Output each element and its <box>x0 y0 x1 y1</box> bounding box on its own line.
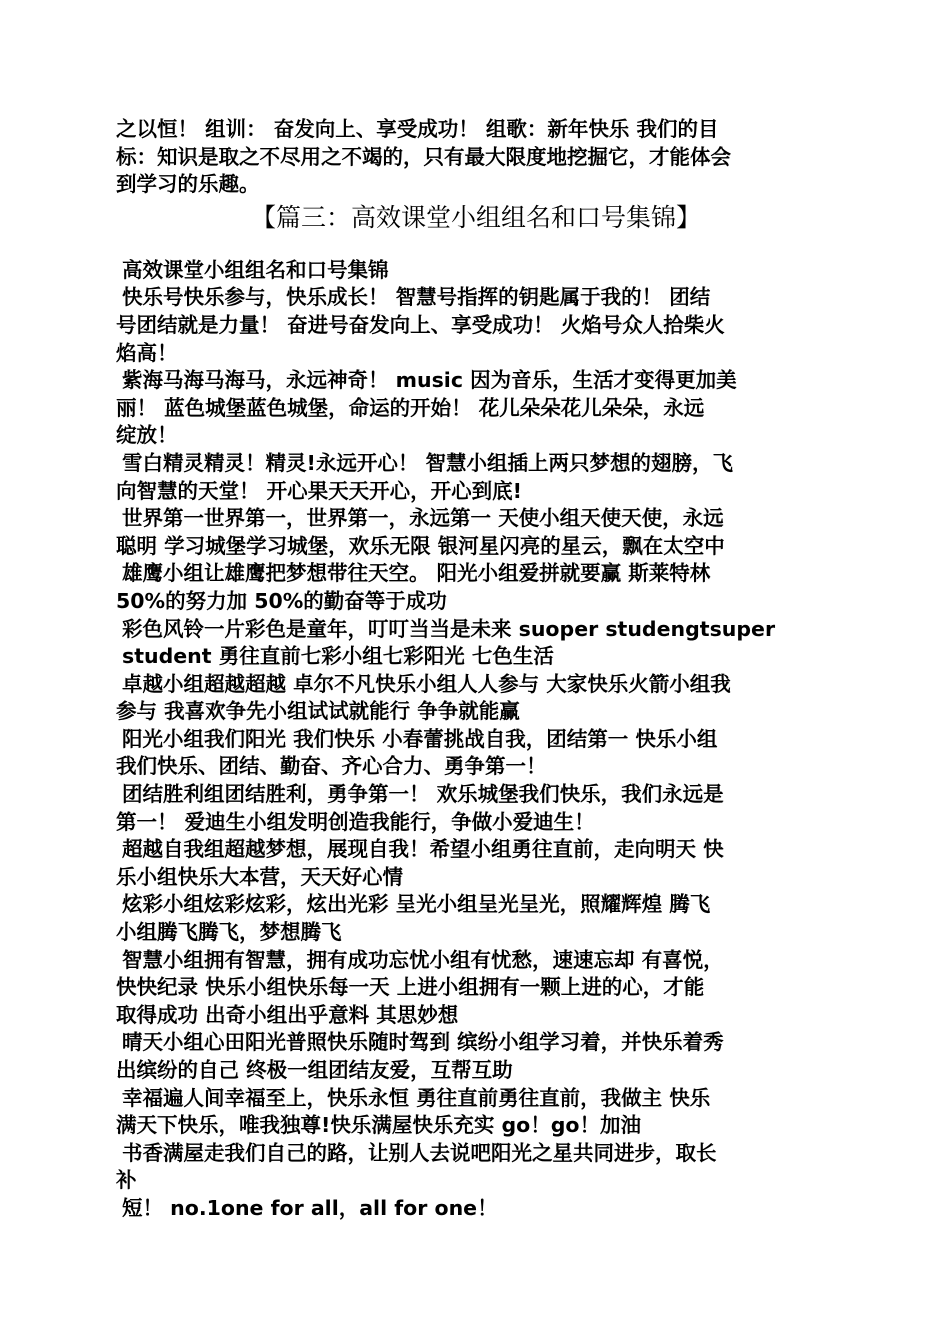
text-line: 阳光小组我们阳光 我们快乐 小春蕾挑战自我，团结第一 快乐小组 <box>122 726 718 751</box>
text-line: 取得成功 出奇小组出乎意料 其思妙想 <box>116 1002 459 1027</box>
text-line: 第一！ 爱迪生小组发明创造我能行，争做小爱迪生！ <box>116 809 595 834</box>
text-line: 团结胜利组团结胜利，勇争第一！ 欢乐城堡我们快乐，我们永远是 <box>122 782 724 807</box>
text-line: 丽！ 蓝色城堡蓝色城堡，命运的开始！ 花儿朵朵花儿朵朵，永远 <box>116 395 705 420</box>
body-text <box>116 257 836 1223</box>
text-line: 50%的努力加 50%的勤奋等于成功 <box>116 588 447 613</box>
text-line: 短！ no.1one for all，all for one！ <box>122 1195 498 1220</box>
text-line: 紫海马海马海马，永远神奇！ music 因为音乐，生活才变得更加美 <box>122 368 737 393</box>
document-page <box>116 116 836 1223</box>
text-line: 书香满屋走我们自己的路，让别人去说吧阳光之星共同进步，取长 <box>122 1140 717 1165</box>
text-line: 晴天小组心田阳光普照快乐随时驾到 缤纷小组学习着，并快乐着秀 <box>122 1030 724 1055</box>
text-line: 向智慧的天堂！ 开心果天天开心，开心到底! <box>116 478 522 503</box>
text-line: 世界第一世界第一，世界第一，永远第一 天使小组天使天使，永远 <box>122 506 724 531</box>
text-line: 幸福遍人间幸福至上，快乐永恒 勇往直前勇往直前，我做主 快乐 <box>122 1085 711 1110</box>
text-line: 标：知识是取之不尽用之不竭的，只有最大限度地挖掘它，才能体会 <box>116 144 731 169</box>
text-line: 雪白精灵精灵！精灵!永远开心！ 智慧小组插上两只梦想的翅膀，飞 <box>122 450 733 475</box>
text-line: 出缤纷的自己 终极一组团结友爱，互帮互助 <box>116 1058 513 1082</box>
text-line: 满天下快乐，唯我独尊!快乐满屋快乐充实 go！go！加油 <box>116 1113 642 1138</box>
text-line: 乐小组快乐大本营，天天好心情 <box>116 864 403 889</box>
text-line: 补 <box>116 1168 137 1193</box>
text-line: 超越自我组超越梦想，展现自我！希望小组勇往直前，走向明天 快 <box>122 837 724 862</box>
text-line: 快快纪录 快乐小组快乐每一天 上进小组拥有一颗上进的心，才能 <box>116 975 705 1000</box>
section-title: 【篇三：高效课堂小组组名和口号集锦】 <box>250 202 701 232</box>
text-line: 炫彩小组炫彩炫彩，炫出光彩 呈光小组呈光呈光，照耀辉煌 腾飞 <box>122 892 711 917</box>
text-line: 号团结就是力量！ 奋进号奋发向上、享受成功！ 火焰号众人拾柴火 <box>116 312 725 337</box>
text-line: 参与 我喜欢争先小组试试就能行 争争就能赢 <box>116 699 520 724</box>
text-line: 聪明 学习城堡学习城堡，欢乐无限 银河星闪亮的星云，飘在太空中 <box>116 533 725 558</box>
text-line: 快乐号快乐参与，快乐成长！ 智慧号指挥的钥匙属于我的！ 团结 <box>122 285 711 310</box>
text-line: student 勇往直前七彩小组七彩阳光 七色生活 <box>122 644 554 669</box>
text-line: 之以恒！ 组训： 奋发向上、享受成功！ 组歌：新年快乐 我们的目 <box>116 117 719 141</box>
text-line: 到学习的乐趣。 <box>116 172 260 197</box>
text-line: 雄鹰小组让雄鹰把梦想带往天空。 阳光小组爱拼就要赢 斯莱特林 <box>122 561 711 586</box>
text-line: 智慧小组拥有智慧，拥有成功忘忧小组有忧愁，速速忘却 有喜悦， <box>122 947 724 972</box>
text-line: 卓越小组超越超越 卓尔不凡快乐小组人人参与 大家快乐火箭小组我 <box>122 671 731 696</box>
intro-paragraph <box>116 116 836 199</box>
text-line: 焰高！ <box>116 340 178 365</box>
text-line: 小组腾飞腾飞，梦想腾飞 <box>116 920 342 945</box>
text-line: 高效课堂小组组名和口号集锦 <box>122 257 389 282</box>
text-line: 我们快乐、团结、勤奋、齐心合力、勇争第一！ <box>116 754 547 779</box>
text-line: 彩色风铃一片彩色是童年，叮叮当当是未来 suoper studengtsuper <box>122 616 776 641</box>
text-line: 绽放！ <box>116 423 178 448</box>
